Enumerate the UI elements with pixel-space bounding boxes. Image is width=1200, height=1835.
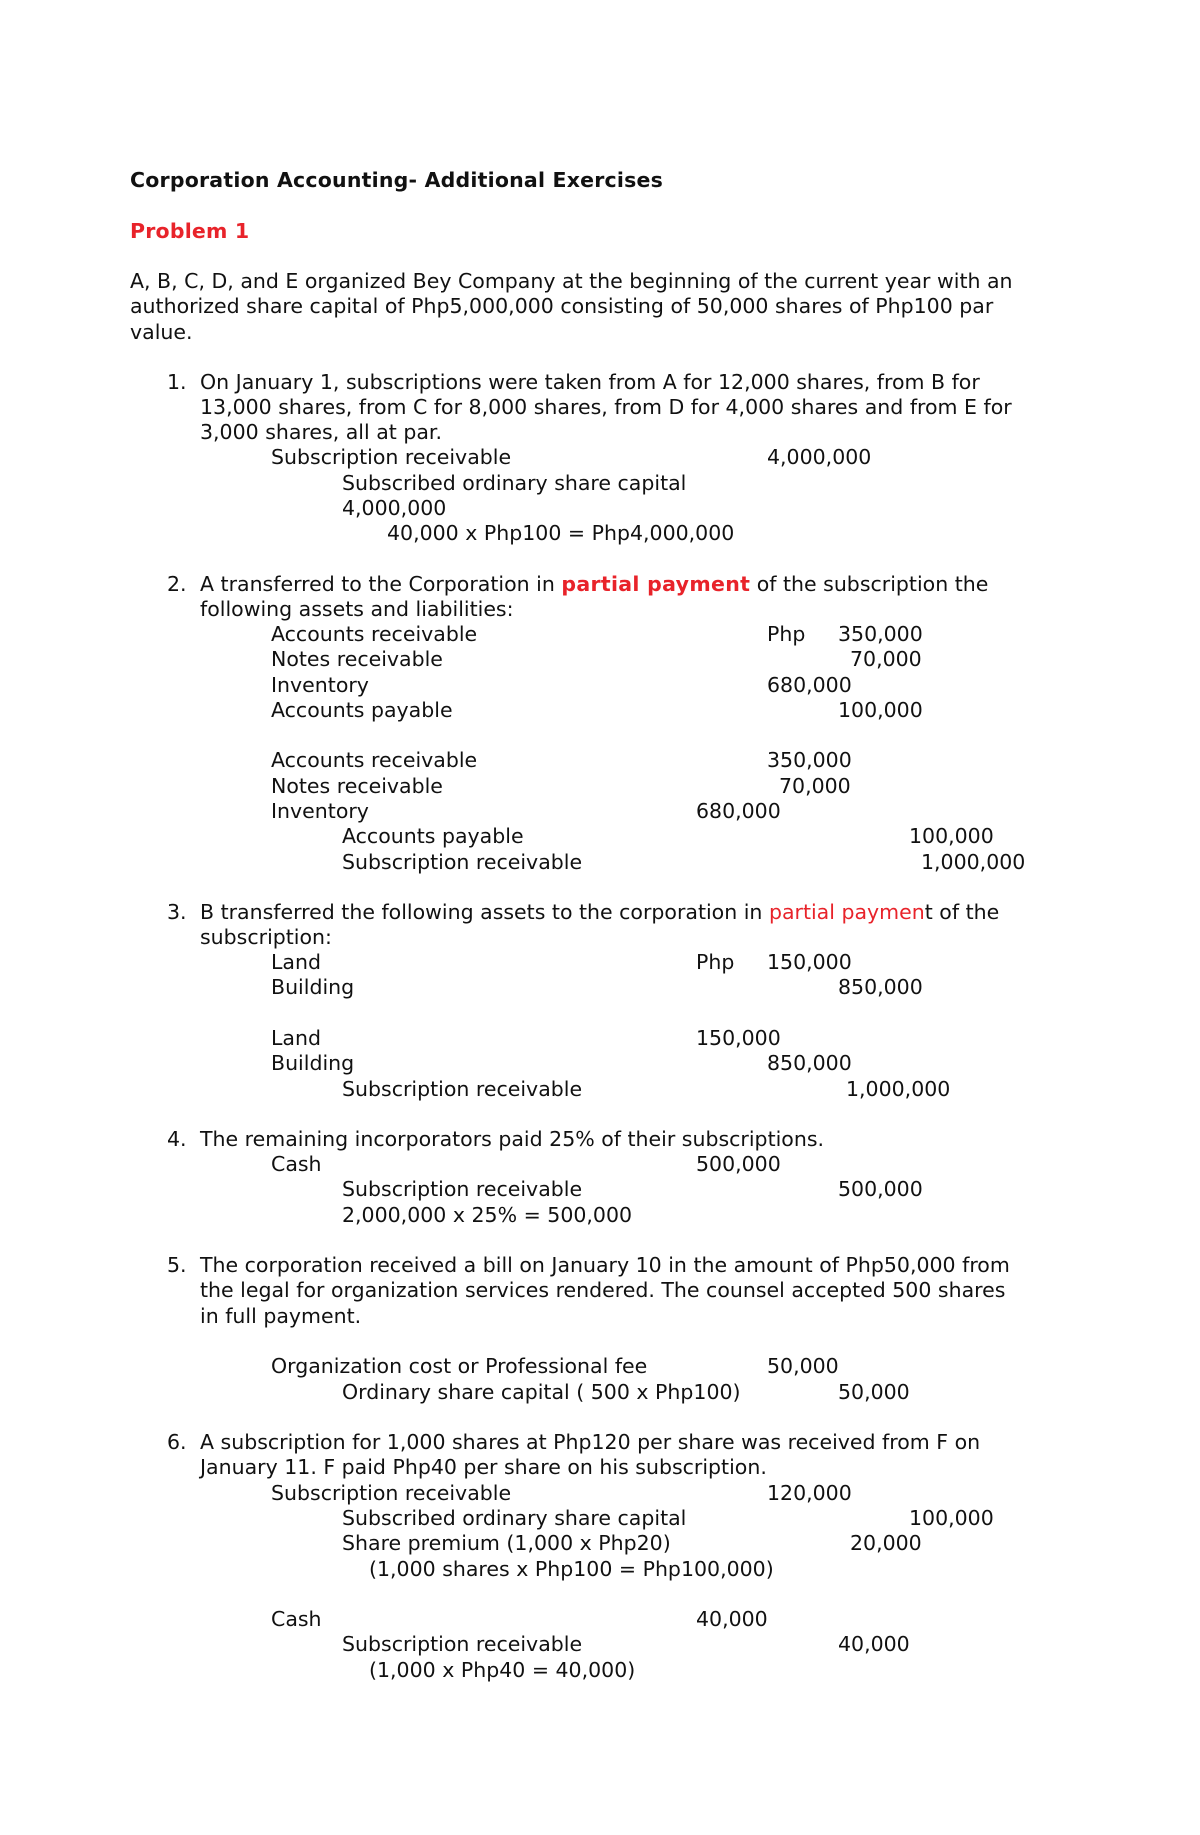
item-text: A subscription for 1,000 shares at Php120 per share was received from F on: [200, 1430, 981, 1454]
given-currency: Php: [696, 950, 735, 974]
item-text: subscription:: [200, 925, 332, 949]
entry-credit: 50,000: [838, 1380, 910, 1404]
entry-note: 2,000,000 x 25% = 500,000: [342, 1203, 633, 1227]
entry-label: Building: [271, 1051, 355, 1075]
given-amount: 150,000: [767, 950, 852, 974]
given-label: Notes receivable: [271, 647, 443, 671]
entry-credit: 40,000: [838, 1632, 910, 1656]
entry-debit: 120,000: [767, 1481, 852, 1505]
entry-label: Accounts receivable: [271, 748, 478, 772]
entry-credit: 100,000: [909, 1506, 994, 1530]
highlight-partial-payment: partial paymen: [768, 900, 925, 924]
given-amount: 100,000: [838, 698, 923, 722]
entry-label: Subscription receivable: [342, 1632, 583, 1656]
item-text: 3,000 shares, all at par.: [200, 420, 442, 444]
item-text: the legal for organization services rendered. The counsel accepted 500 shares: [200, 1278, 1006, 1302]
entry-debit: 680,000: [696, 799, 781, 823]
entry-credit: 100,000: [909, 824, 994, 848]
item-text: On January 1, subscriptions were taken from A for 12,000 shares, from B for: [200, 370, 980, 394]
entry-debit: 40,000: [696, 1607, 768, 1631]
given-amount: 70,000: [850, 647, 922, 671]
entry-label: Ordinary share capital ( 500 x Php100): [342, 1380, 741, 1404]
item-text: [200, 574, 988, 595]
item-number: 1.: [167, 370, 187, 394]
given-label: Accounts receivable: [271, 622, 478, 646]
entry-credit: 20,000: [850, 1531, 922, 1555]
item-text: following assets and liabilities:: [200, 597, 514, 621]
item-text-part: t of the: [924, 900, 1000, 924]
entry-label: Cash: [271, 1607, 322, 1631]
item-text: 13,000 shares, from C for 8,000 shares, from D for 4,000 shares and from E for: [200, 395, 1012, 419]
intro-line: value.: [130, 320, 193, 344]
entry-debit: 500,000: [696, 1152, 781, 1176]
item-text-part: of the subscription the: [750, 572, 989, 596]
item-text: The corporation received a bill on January 10 in the amount of Php50,000 from: [200, 1253, 1010, 1277]
item-text-part: A transferred to the Corporation in: [200, 572, 562, 596]
given-label: Building: [271, 975, 355, 999]
entry-label: Subscription receivable: [342, 1077, 583, 1101]
item-text: in full payment.: [200, 1304, 362, 1328]
entry-credit: 500,000: [838, 1177, 923, 1201]
entry-debit: 350,000: [767, 748, 852, 772]
item-text-part: B transferred the following assets to the corporation in: [200, 900, 769, 924]
page-title: Corporation Accounting- Additional Exercises: [130, 168, 664, 192]
entry-label: Inventory: [271, 799, 369, 823]
item-text: January 11. F paid Php40 per share on his subscription.: [200, 1455, 767, 1479]
entry-debit: 850,000: [767, 1051, 852, 1075]
entry-label: Cash: [271, 1152, 322, 1176]
item-text: The remaining incorporators paid 25% of their subscriptions.: [200, 1127, 825, 1151]
given-label: Inventory: [271, 673, 369, 697]
entry-note: (1,000 shares x Php100 = Php100,000): [369, 1557, 774, 1581]
entry-label: Subscription receivable: [342, 850, 583, 874]
item-number: 2.: [167, 572, 187, 596]
item-number: 3.: [167, 900, 187, 924]
entry-credit: 1,000,000: [921, 850, 1026, 874]
entry-debit: 4,000,000: [767, 445, 872, 469]
entry-label: Subscription receivable: [271, 1481, 512, 1505]
entry-label: Subscribed ordinary share capital: [342, 471, 687, 495]
intro-line: A, B, C, D, and E organized Bey Company at the beginning of the current year with an: [130, 269, 1013, 293]
given-currency: Php: [767, 622, 806, 646]
item-text: [200, 902, 999, 923]
intro-line: authorized share capital of Php5,000,000 consisting of 50,000 shares of Php100 par: [130, 294, 994, 318]
item-number: 6.: [167, 1430, 187, 1454]
entry-label: Subscribed ordinary share capital: [342, 1506, 687, 1530]
entry-debit: 150,000: [696, 1026, 781, 1050]
given-label: Land: [271, 950, 321, 974]
entry-debit: 50,000: [767, 1354, 839, 1378]
entry-note: 40,000 x Php100 = Php4,000,000: [387, 521, 735, 545]
problem-heading: Problem 1: [130, 219, 250, 243]
entry-credit: 4,000,000: [342, 496, 447, 520]
highlight-partial-payment: partial payment: [561, 572, 751, 596]
entry-label: Organization cost or Professional fee: [271, 1354, 648, 1378]
entry-debit: 70,000: [779, 774, 851, 798]
given-amount: 850,000: [838, 975, 923, 999]
entry-label: Share premium (1,000 x Php20): [342, 1531, 671, 1555]
entry-label: Accounts payable: [342, 824, 524, 848]
entry-label: Subscription receivable: [271, 445, 512, 469]
entry-credit: 1,000,000: [846, 1077, 951, 1101]
given-label: Accounts payable: [271, 698, 453, 722]
given-amount: 350,000: [838, 622, 923, 646]
entry-label: Land: [271, 1026, 321, 1050]
given-amount: 680,000: [767, 673, 852, 697]
entry-label: Notes receivable: [271, 774, 443, 798]
entry-label: Subscription receivable: [342, 1177, 583, 1201]
item-number: 5.: [167, 1253, 187, 1277]
item-number: 4.: [167, 1127, 187, 1151]
entry-note: (1,000 x Php40 = 40,000): [369, 1658, 636, 1682]
